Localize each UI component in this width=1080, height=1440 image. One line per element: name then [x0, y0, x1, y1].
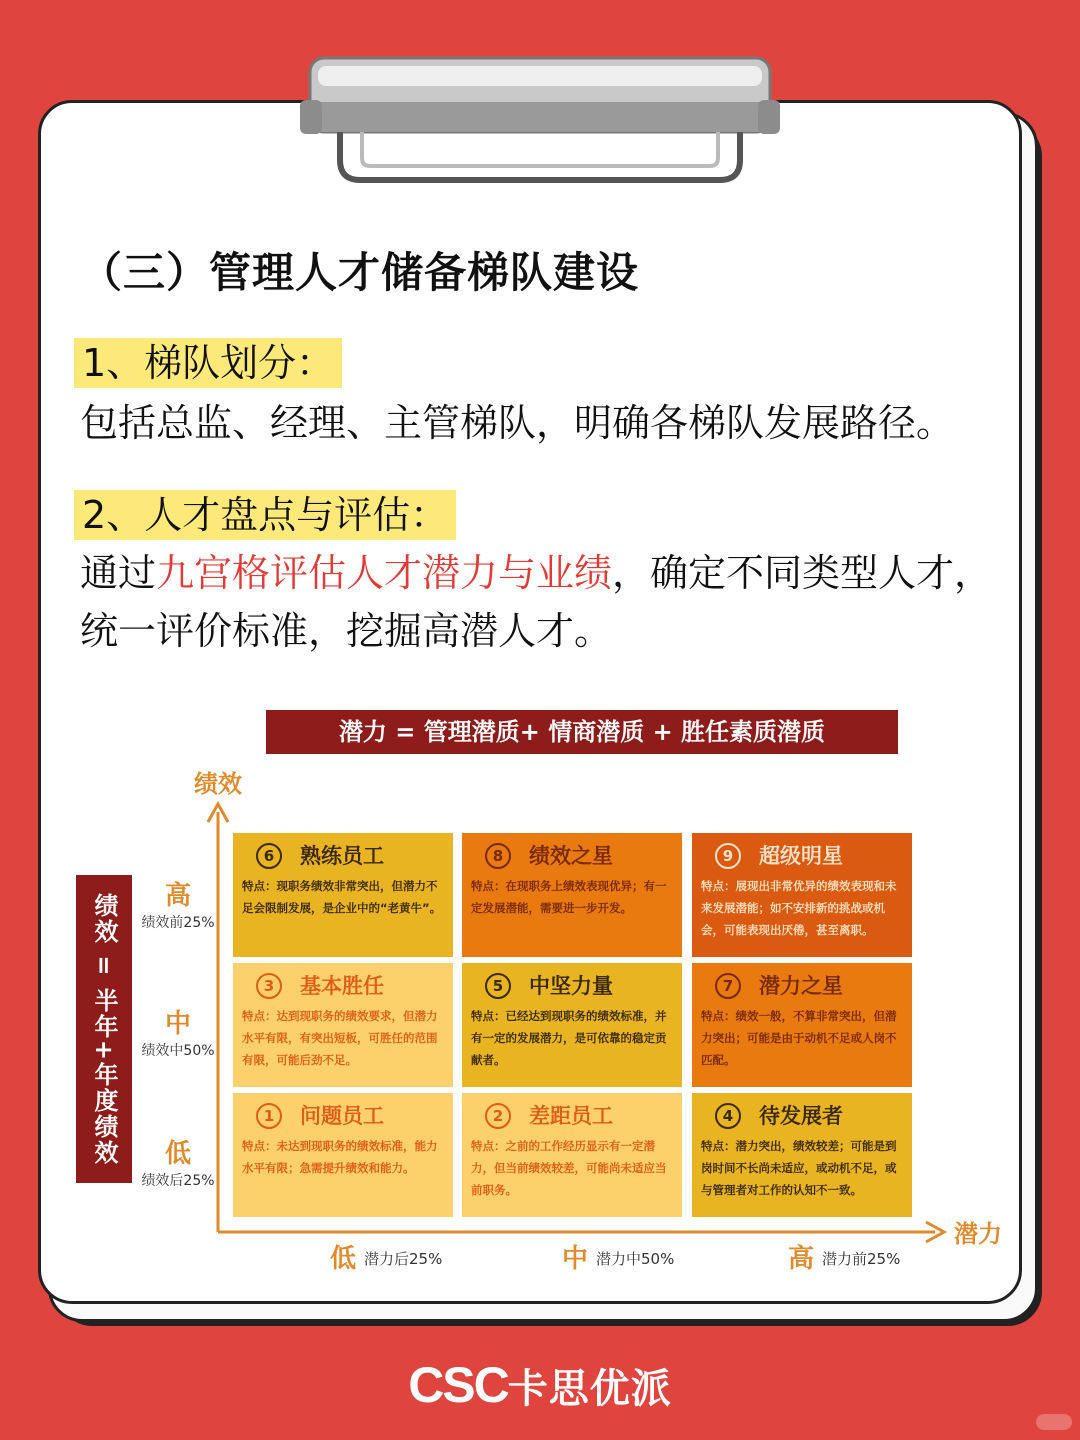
- grid-cell-5: [462, 963, 682, 1087]
- page-title: （三）管理人才储备梯队建设: [80, 248, 640, 297]
- grid-cell-9: [692, 833, 912, 957]
- brand-logo: [0, 1356, 1080, 1414]
- x-level-low: [330, 1238, 442, 1275]
- y-level-mid: [138, 1008, 218, 1060]
- cell-description: 特点：现职务绩效非常突出，但潜力不足会限制发展，是企业中的“老黄牛”。: [242, 879, 442, 915]
- cell-title: 超级明星: [759, 844, 843, 868]
- cell-number-badge: 5: [485, 973, 511, 999]
- clipboard-clip-icon: [300, 40, 780, 190]
- cell-title: 基本胜任: [300, 974, 384, 998]
- cell-description: 特点：未达到现职务的绩效标准，能力水平有限；急需提升绩效和能力。: [242, 1139, 438, 1175]
- cell-description: 特点：潜力突出，绩效较差；可能是到岗时间不长尚未适应，或动机不足，或与管理者对工作的认知不一致。: [701, 1139, 897, 1197]
- cell-description: 特点：已经达到现职务的绩效标准，并有一定的发展潜力，是可依靠的稳定贡献者。: [471, 1009, 667, 1067]
- section2-text: [80, 544, 1000, 660]
- cell-description: 特点：在现职务上绩效表现优异；有一定发展潜能，需要进一步开发。: [471, 879, 667, 915]
- y-level-high-note: 绩效前25%: [141, 915, 215, 931]
- grid-cell-4: [692, 1093, 912, 1217]
- x-level-low-note: 潜力后25%: [364, 1250, 443, 1268]
- x-level-mid-note: 潜力中50%: [596, 1250, 675, 1268]
- cell-title: 中坚力量: [529, 974, 613, 998]
- cell-number-badge: 6: [256, 843, 282, 869]
- y-axis-title: 绩效: [194, 770, 242, 798]
- cell-number-badge: 7: [715, 973, 741, 999]
- x-level-mid-label: 中: [562, 1244, 589, 1274]
- performance-definition-bar: 绩效 = 半年+年度绩效: [76, 875, 132, 1183]
- x-level-mid: [562, 1238, 674, 1275]
- cell-description: 特点：之前的工作经历显示有一定潜力，但当前绩效较差，可能尚未适应当前职务。: [471, 1139, 667, 1197]
- section2-text-after: ，确定不同类型人才，统一评价标准，挖掘高潜人才。: [80, 551, 993, 653]
- grid-cell-7: [692, 963, 912, 1087]
- y-level-mid-label: 中: [164, 1009, 191, 1039]
- y-level-low-label: 低: [164, 1139, 191, 1169]
- cell-description: 特点：展现出非常优异的绩效表现和未来发展潜能；如不安排新的挑战或机会，可能表现出厌倦，甚至离职。: [701, 879, 897, 937]
- cell-number-badge: 4: [715, 1103, 741, 1129]
- cell-number-badge: 8: [485, 843, 511, 869]
- y-level-low: [138, 1138, 218, 1190]
- grid-cell-3: [233, 963, 453, 1087]
- cell-number-badge: 2: [485, 1103, 511, 1129]
- grid-cell-6: [233, 833, 453, 957]
- cell-title: 绩效之星: [529, 844, 613, 868]
- x-level-high: [788, 1238, 900, 1275]
- grid-cell-2: [462, 1093, 682, 1217]
- grid-cell-1: [233, 1093, 453, 1217]
- cell-title: 熟练员工: [300, 844, 384, 868]
- x-axis-title: 潜力: [954, 1220, 1002, 1248]
- x-level-high-label: 高: [788, 1244, 815, 1274]
- cell-description: 特点：达到现职务的绩效要求，但潜力水平有限，有突出短板，可胜任的范围有限，可能后劲不足。: [242, 1009, 438, 1067]
- section1-text: 包括总监、经理、主管梯队，明确各梯队发展路径。: [80, 401, 955, 445]
- section2-highlight: 九宫格评估人才潜力与业绩: [156, 551, 613, 595]
- section2-title: 2、人才盘点与评估：: [74, 490, 456, 540]
- section2-text-before: 通过: [80, 551, 157, 595]
- section1-title: 1、梯队划分：: [74, 338, 342, 388]
- grid-cell-8: [462, 833, 682, 957]
- potential-formula-banner: 潜力 = 管理潜质+ 情商潜质 + 胜任素质潜质: [266, 710, 898, 754]
- cell-number-badge: 3: [256, 973, 282, 999]
- cell-title: 问题员工: [300, 1104, 384, 1128]
- x-level-high-note: 潜力前25%: [822, 1250, 901, 1268]
- watermark-badge: [1036, 1414, 1072, 1430]
- y-level-high-label: 高: [164, 881, 191, 911]
- x-level-low-label: 低: [330, 1244, 357, 1274]
- cell-number-badge: 9: [715, 843, 741, 869]
- y-level-low-note: 绩效后25%: [141, 1173, 215, 1189]
- cell-number-badge: 1: [256, 1103, 282, 1129]
- brand-name: 卡思优派: [507, 1366, 672, 1412]
- cell-title: 待发展者: [759, 1104, 843, 1128]
- cell-title: 潜力之星: [759, 974, 843, 998]
- y-level-mid-note: 绩效中50%: [141, 1043, 215, 1059]
- cell-description: 特点：绩效一般，不算非常突出，但潜力突出；可能是由于动机不足或人岗不匹配。: [701, 1009, 897, 1067]
- brand-logo-mark: CSC: [408, 1357, 508, 1413]
- y-level-high: [138, 880, 218, 932]
- cell-title: 差距员工: [529, 1104, 613, 1128]
